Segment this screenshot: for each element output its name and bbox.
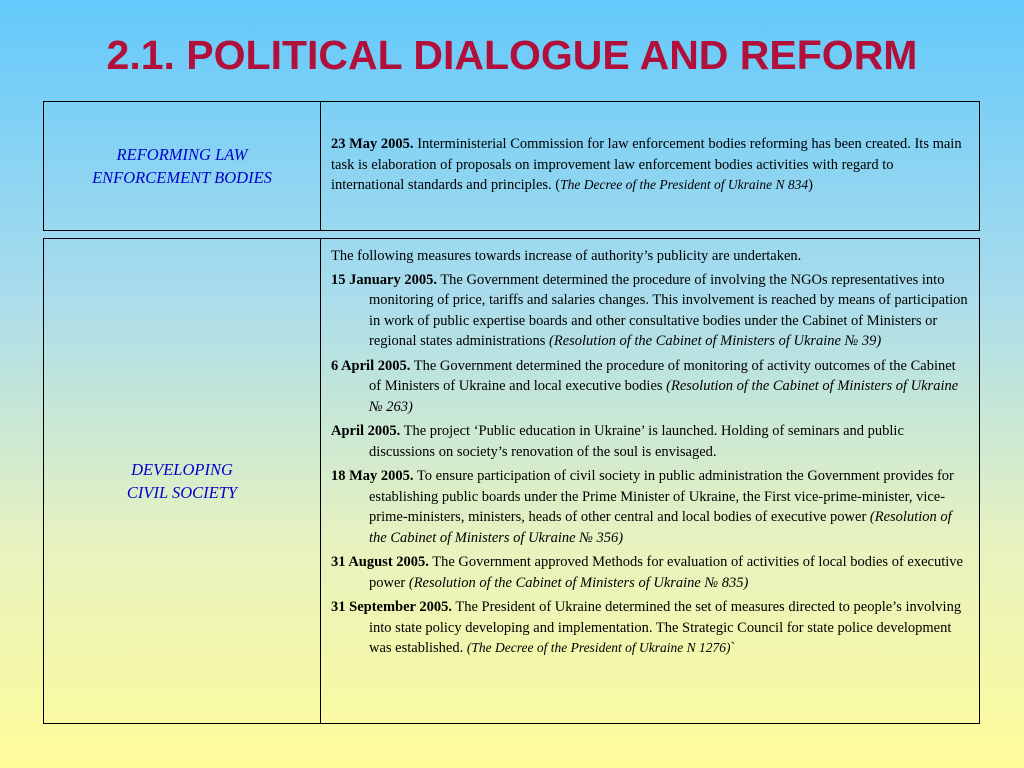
entry-text: The Government determined the procedure of monitoring of activity outcomes of the Cabinet of Ministers of Ukraine and local executive bodies [369,357,956,394]
entry-date: April 2005. [331,423,401,439]
entry-text: The Government approved Methods for evaluation of activities of local bodies of executive power [369,554,963,591]
section-heading-line: REFORMING LAW [116,145,248,164]
entry-date: 6 April 2005. [331,357,411,374]
list-item [331,421,969,462]
entry-text: The project ‘Public education in Ukraine’ is launched. Holding of seminars and public discussions on society’s renovation of the soul is envisaged. [369,423,904,460]
intro-paragraph: The following measures towards increase of authority’s publicity are undertaken. [331,248,802,264]
list-item [331,552,969,593]
entry-date: 18 May 2005. [331,468,414,484]
section-heading [44,239,321,723]
entry-date: 15 January 2005. [331,271,437,288]
entry-tail: ) [808,177,813,193]
list-item [331,597,969,659]
entry-date: 23 May 2005. [331,136,414,152]
entry-date: 31 September 2005. [331,599,452,615]
entry-reference: (Resolution of the Cabinet of Ministers of Ukraine № 263) [369,378,959,415]
entry-reference: The Decree of the President of Ukraine N 834 [560,177,809,192]
entry-reference: (Resolution of the Cabinet of Ministers of Ukraine № 39) [549,333,882,349]
reforming-law-enforcement-row [43,101,980,231]
section-heading [44,102,321,230]
list-item [331,356,969,418]
section-heading-line: CIVIL SOCIETY [126,483,238,502]
entry-text: The Government determined the procedure of involving the NGOs representatives into monitoring of price, tariffs and salaries changes. This involvement is reached by means of participation in work of public expertise boards and other consultative bodies under the Cabinet of Ministers or regional states administrations [369,271,968,349]
section-content [321,102,979,230]
section-heading-line: DEVELOPING [131,460,233,479]
developing-civil-society-row [43,238,980,724]
entry-text: Interministerial Commission for law enforcement bodies reforming has been created. Its main task is elaboration of proposals on improvement law enforcement bodies activities with regard to international standards and principles. ( [331,136,962,193]
section-heading-line: ENFORCEMENT BODIES [92,168,272,187]
entry-text: To ensure participation of civil society in public administration the Government provides for establishing public boards under the Prime Minister of Ukraine, the First vice-prime-minister, vice-prime-ministers, ministers, heads of other central and local bodies of executive power [369,468,954,525]
entry-reference: (Resolution of the Cabinet of Ministers of Ukraine № 356) [369,509,952,546]
entry-date: 31 August 2005. [331,554,429,570]
entry-reference: (The Decree of the President of Ukraine N 1276) [466,640,731,655]
list-item [331,270,969,352]
entry-text: The President of Ukraine determined the set of measures directed to people’s involving into state policy developing and implementation. The Strategic Council for state police development was established. [369,599,962,656]
entry-paragraph [331,134,969,196]
entry-reference: (Resolution of the Cabinet of Ministers of Ukraine № 835) [408,574,749,591]
list-item [331,466,969,548]
entry-tail: ` [730,640,736,656]
section-content [321,239,979,723]
page-title: 2.1. POLITICAL DIALOGUE AND REFORM [106,32,918,78]
